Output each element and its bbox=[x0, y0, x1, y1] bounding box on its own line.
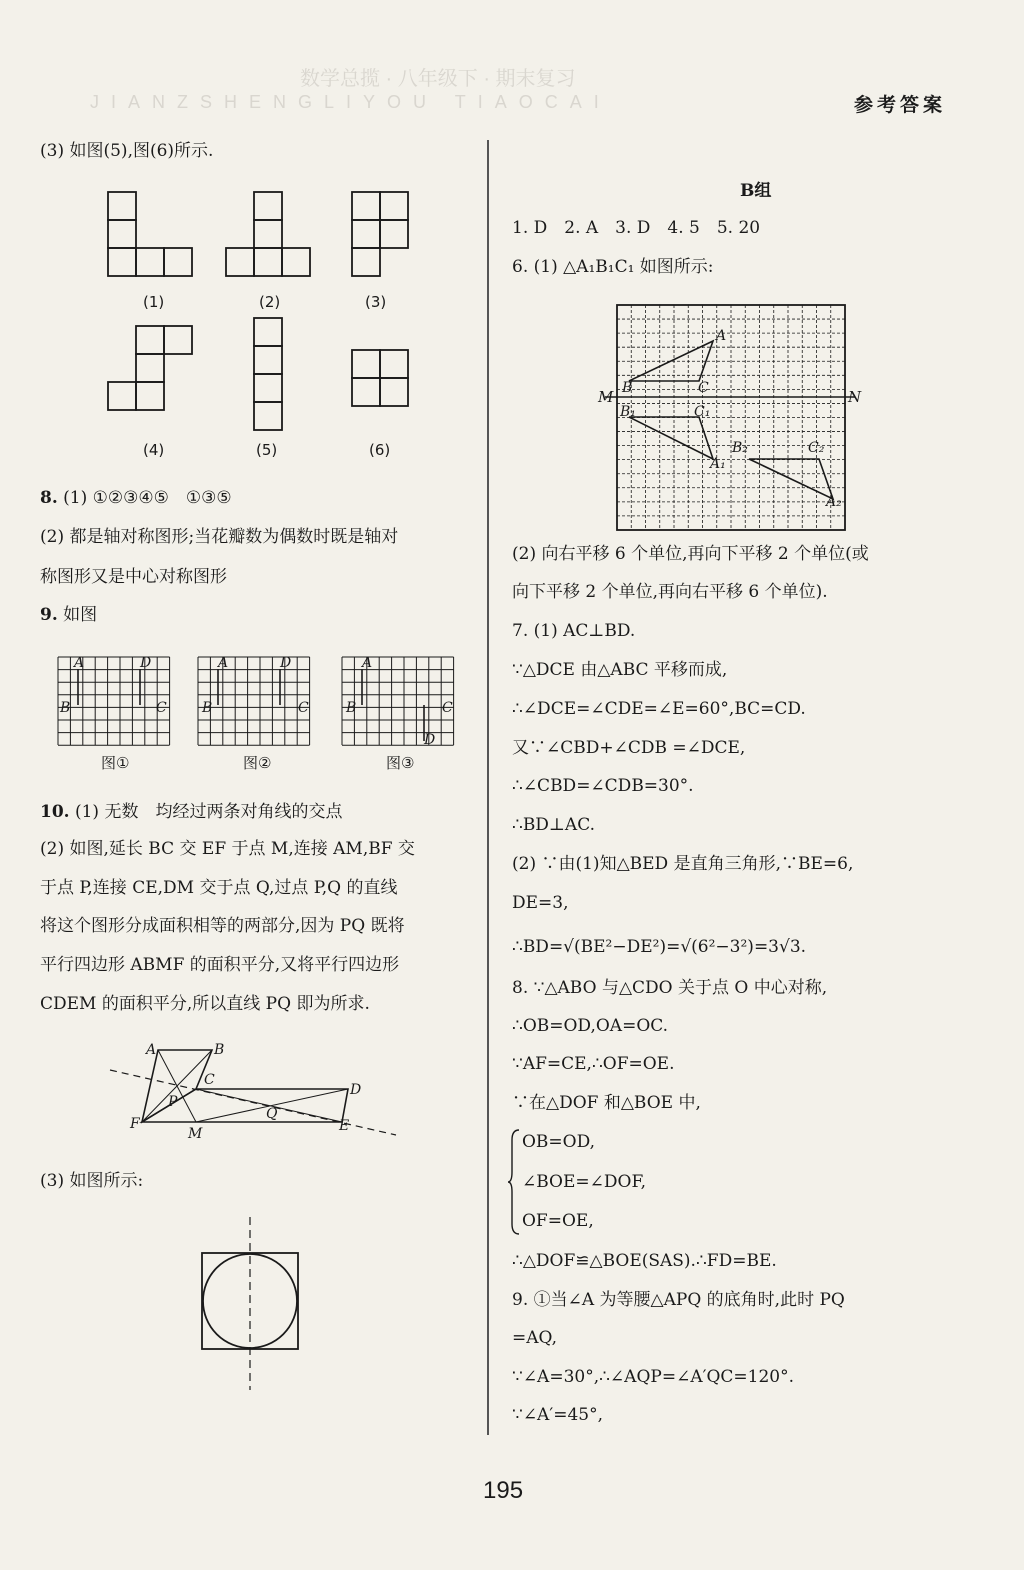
figure-caption: (5) bbox=[256, 441, 278, 459]
question-number: 9. bbox=[40, 605, 58, 625]
grid-caption: 图② bbox=[243, 754, 272, 772]
point-label: B bbox=[346, 700, 357, 716]
answer-line: ∵∠A=30°,∴∠AQP=∠A′QC=120°. bbox=[512, 1367, 794, 1387]
answer-line: 6. (1) △A₁B₁C₁ 如图所示: bbox=[512, 257, 714, 277]
point-label: A bbox=[218, 655, 229, 671]
bleed-through-pinyin: JIANZSHENGLIYOU TIAOCAI bbox=[90, 92, 611, 112]
answer-line: ∠BOE=∠DOF, bbox=[522, 1172, 647, 1192]
answer-line: ∴∠CBD=∠CDB=30°. bbox=[512, 776, 694, 796]
answer-line: 于点 P,连接 CE,DM 交于点 Q,过点 P,Q 的直线 bbox=[40, 878, 398, 898]
figure-caption: (2) bbox=[259, 293, 281, 311]
answer-line: 将这个图形分成面积相等的两部分,因为 PQ 既将 bbox=[40, 916, 405, 936]
answer-text: (1) 无数 均经过两条对角线的交点 bbox=[74, 802, 343, 822]
point-label: B₁ bbox=[620, 404, 636, 420]
grid-caption: 图③ bbox=[386, 754, 415, 772]
answer-line: ∴BD=√(BE²−DE²)=√(6²−3²)=3√3. bbox=[512, 937, 807, 957]
answer-line: ∴△DOF≌△BOE(SAS).∴FD=BE. bbox=[512, 1251, 777, 1271]
point-label: A₂ bbox=[826, 494, 842, 510]
answer-line: 8. ∵△ABO 与△CDO 关于点 O 中心对称, bbox=[512, 978, 828, 998]
answer-line: 又∵∠CBD+∠CDB =∠DCE, bbox=[512, 738, 746, 758]
figure-caption: (6) bbox=[369, 441, 391, 459]
grid-caption: 图① bbox=[101, 754, 130, 772]
answer-line: DE=3, bbox=[512, 893, 569, 913]
question-10 bbox=[40, 801, 342, 823]
figure-caption: (3) bbox=[365, 293, 387, 311]
answer-line: ∵在△DOF 和△BOE 中, bbox=[512, 1093, 701, 1113]
answer-line: ∵AF=CE,∴OF=OE. bbox=[512, 1054, 675, 1074]
point-label: A bbox=[716, 328, 727, 344]
answer-line: ∵△DCE 由△ABC 平移而成, bbox=[512, 660, 728, 680]
point-label: C₁ bbox=[694, 404, 711, 420]
answer-line: OB=OD, bbox=[522, 1132, 596, 1152]
answer-line: 7. (1) AC⊥BD. bbox=[512, 621, 636, 641]
answer-line: ∵∠A′=45°, bbox=[512, 1405, 603, 1425]
answer-line: (2) 向右平移 6 个单位,再向下平移 2 个单位(或 bbox=[512, 544, 869, 564]
answer-line: (3) 如图(5),图(6)所示. bbox=[40, 141, 214, 161]
point-label: C bbox=[298, 700, 309, 716]
point-label: B bbox=[214, 1042, 225, 1058]
answer-line: ∴∠DCE=∠CDE=∠E=60°,BC=CD. bbox=[512, 699, 806, 719]
point-label: B₂ bbox=[732, 440, 748, 456]
brace-icon bbox=[507, 1128, 521, 1236]
question-number: 10. bbox=[40, 802, 70, 822]
section-heading: B组 bbox=[740, 181, 772, 201]
point-label: Q bbox=[266, 1106, 278, 1122]
figure-caption: (4) bbox=[143, 441, 165, 459]
page-header-title: 参考答案 bbox=[853, 94, 946, 116]
answer-text: 如图 bbox=[63, 605, 98, 625]
point-label: A₁ bbox=[710, 456, 726, 472]
bleed-through-header: 数学总揽 · 八年级下 · 期末复习 bbox=[300, 68, 576, 90]
answer-line: =AQ, bbox=[512, 1328, 558, 1348]
question-number: 8. bbox=[40, 488, 58, 508]
answer-line: (2) 都是轴对称图形;当花瓣数为偶数时既是轴对 bbox=[40, 527, 399, 547]
point-label: B bbox=[202, 700, 213, 716]
point-label: N bbox=[848, 388, 862, 406]
question-9 bbox=[40, 604, 97, 626]
answer-line: 1. D 2. A 3. D 4. 5 5. 20 bbox=[512, 218, 761, 238]
answer-line: 9. ①当∠A 为等腰△APQ 的底角时,此时 PQ bbox=[512, 1290, 845, 1310]
point-label: B bbox=[60, 700, 71, 716]
point-label: D bbox=[280, 655, 292, 671]
answer-line: 称图形又是中心对称图形 bbox=[40, 567, 227, 587]
answer-line: (2) ∵由(1)知△BED 是直角三角形,∵BE=6, bbox=[512, 854, 854, 874]
point-label: E bbox=[339, 1118, 350, 1134]
answer-line: 平行四边形 ABMF 的面积平分,又将平行四边形 bbox=[40, 955, 400, 975]
point-label: C bbox=[698, 380, 709, 396]
answer-line: 向下平移 2 个单位,再向右平移 6 个单位). bbox=[512, 582, 828, 602]
point-label: A bbox=[74, 655, 85, 671]
answer-line: OF=OE, bbox=[522, 1211, 594, 1231]
translation-grid-figure bbox=[615, 303, 855, 533]
point-label: D bbox=[140, 655, 152, 671]
circle-in-square-figure bbox=[192, 1215, 312, 1395]
answer-line: (2) 如图,延长 BC 交 EF 于点 M,连接 AM,BF 交 bbox=[40, 839, 415, 859]
column-divider bbox=[487, 140, 489, 1435]
answer-line: ∴BD⊥AC. bbox=[512, 815, 596, 835]
point-label: C bbox=[442, 700, 453, 716]
point-label: B bbox=[622, 380, 633, 396]
answer-line: ∴OB=OD,OA=OC. bbox=[512, 1016, 669, 1036]
point-label: A bbox=[362, 655, 373, 671]
point-label: F bbox=[130, 1116, 140, 1132]
point-label: A bbox=[146, 1042, 157, 1058]
answer-text: (1) ①②③④⑤ ①③⑤ bbox=[63, 488, 232, 508]
point-label: P bbox=[168, 1094, 178, 1110]
point-label: D bbox=[350, 1082, 362, 1098]
point-label: C bbox=[204, 1072, 215, 1088]
page-number: 195 bbox=[483, 1477, 524, 1504]
point-label: M bbox=[598, 388, 614, 406]
point-label: C bbox=[156, 700, 167, 716]
point-label: D bbox=[424, 732, 436, 748]
point-label: M bbox=[188, 1126, 203, 1142]
answer-line: CDEM 的面积平分,所以直线 PQ 即为所求. bbox=[40, 994, 370, 1014]
question-8 bbox=[40, 487, 232, 509]
point-label: C₂ bbox=[808, 440, 825, 456]
shape-figures bbox=[0, 180, 450, 480]
figure-caption: (1) bbox=[143, 293, 165, 311]
answer-line: (3) 如图所示: bbox=[40, 1171, 144, 1191]
